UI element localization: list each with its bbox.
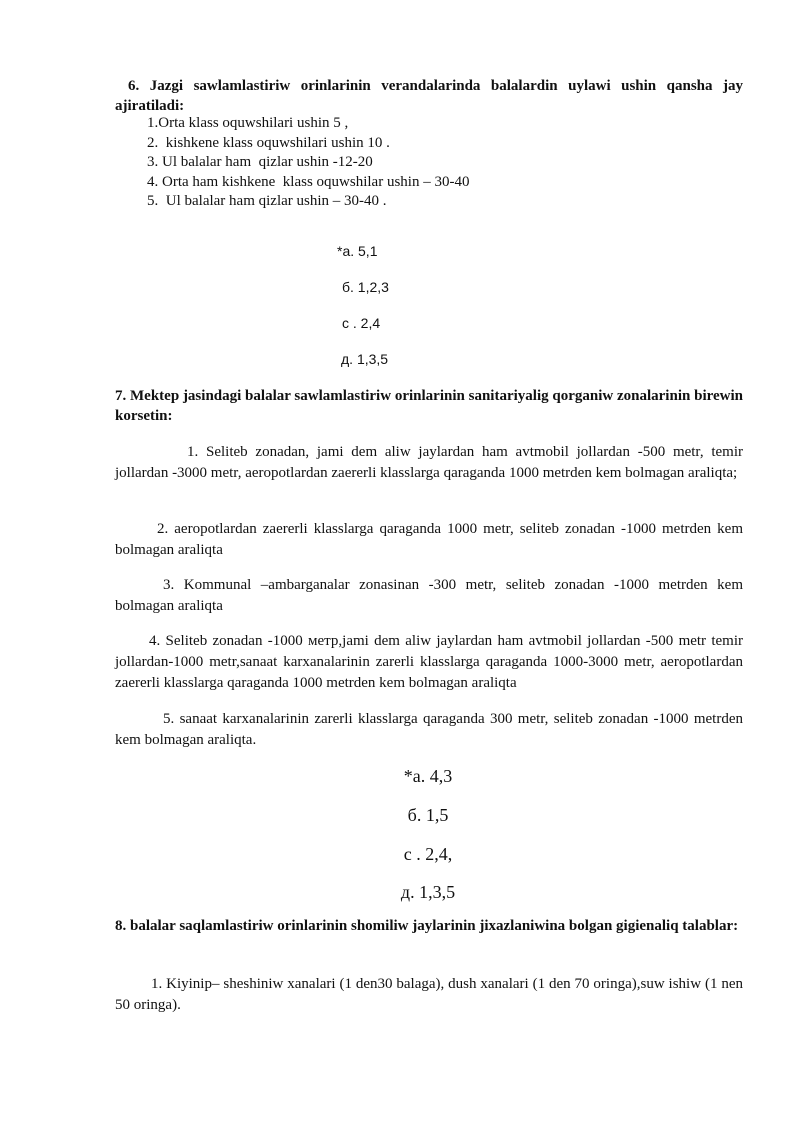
answer-option: б. 1,5 bbox=[407, 805, 449, 825]
answer-option: д. 1,3,5 bbox=[400, 882, 456, 902]
list-item: 5. Ul balalar ham qizlar ushin – 30-40 . bbox=[147, 193, 387, 210]
question-8-option-1: 1. Kiyinip– sheshiniw xanalari (1 den30 balaga), dush xanalari (1 den 70 oringa),suw ishiw (1 nen 50 oringa). bbox=[115, 976, 743, 1013]
question-6-title bbox=[115, 76, 743, 116]
list-item: 4. Orta ham kishkene klass oquwshilar ushin – 30-40 bbox=[147, 173, 470, 190]
list-item: 1.Orta klass oquwshilari ushin 5 , bbox=[147, 115, 349, 131]
answer-option: *a. 5,1 bbox=[337, 243, 378, 259]
question-7-option-2: 2. aeropotlardan zaererli klasslarga qaraganda 1000 metr, seliteb zonadan -1000 metrden kem bolmagan araliqta bbox=[115, 521, 743, 558]
list-item: 3. Ul balalar ham qizlar ushin -12-20 bbox=[147, 154, 373, 171]
question-8-title: 8. balalar saqlamlastiriw orinlarinin shomiliw jaylarinin jixazlaniwina bolgan gigienaliq talablar: bbox=[115, 918, 739, 934]
answer-option: б. 1,2,3 bbox=[342, 279, 389, 295]
question-7-option-4: 4. Seliteb zonadan -1000 метр,jami dem aliw jaylardan ham avtmobil jollardan -500 metr temir jollardan-1000 metr,sanaat karxanalarinin zarerli klasslarga qaraganda 1000-3000 metr, aeropotlardan zaererli klasslarga qaraganda 1000 metrden kem bolmagan araliqta bbox=[115, 633, 743, 691]
answer-option: д. 1,3,5 bbox=[341, 351, 389, 367]
answer-option: с . 2,4 bbox=[342, 315, 381, 331]
answer-option: с . 2,4, bbox=[403, 844, 453, 864]
answer-option: *a. 4,3 bbox=[403, 766, 453, 786]
list-item: 2. kishkene klass oquwshilari ushin 10 . bbox=[147, 134, 390, 151]
question-6-title-text: 6. Jazgi sawlamlastiriw orinlarinin verandalarinda balalardin uylawi ushin qansha jay ajiratiladi: bbox=[115, 78, 743, 114]
question-7-option-5: 5. sanaat karxanalarinin zarerli klasslarga qaraganda 300 metr, seliteb zonadan -1000 metrden kem bolmagan araliqta. bbox=[115, 711, 743, 748]
question-7-option-1: 1. Seliteb zonadan, jami dem aliw jaylardan ham avtmobil jollardan -500 metr, temir jollardan -3000 metr, aeropotlardan zaererli klasslarga qaraganda 1000 metrden kem bolmagan araliqta; bbox=[115, 444, 743, 481]
question-7-title: 7. Mektep jasindagi balalar sawlamlastiriw orinlarinin sanitariyalig qorganiw zonalarinin birewin korsetin: bbox=[115, 388, 743, 424]
question-6-items bbox=[147, 114, 469, 212]
question-7-option-3: 3. Kommunal –ambarganalar zonasinan -300 metr, seliteb zonadan -1000 metrden kem bolmagan araliqta bbox=[115, 577, 743, 614]
